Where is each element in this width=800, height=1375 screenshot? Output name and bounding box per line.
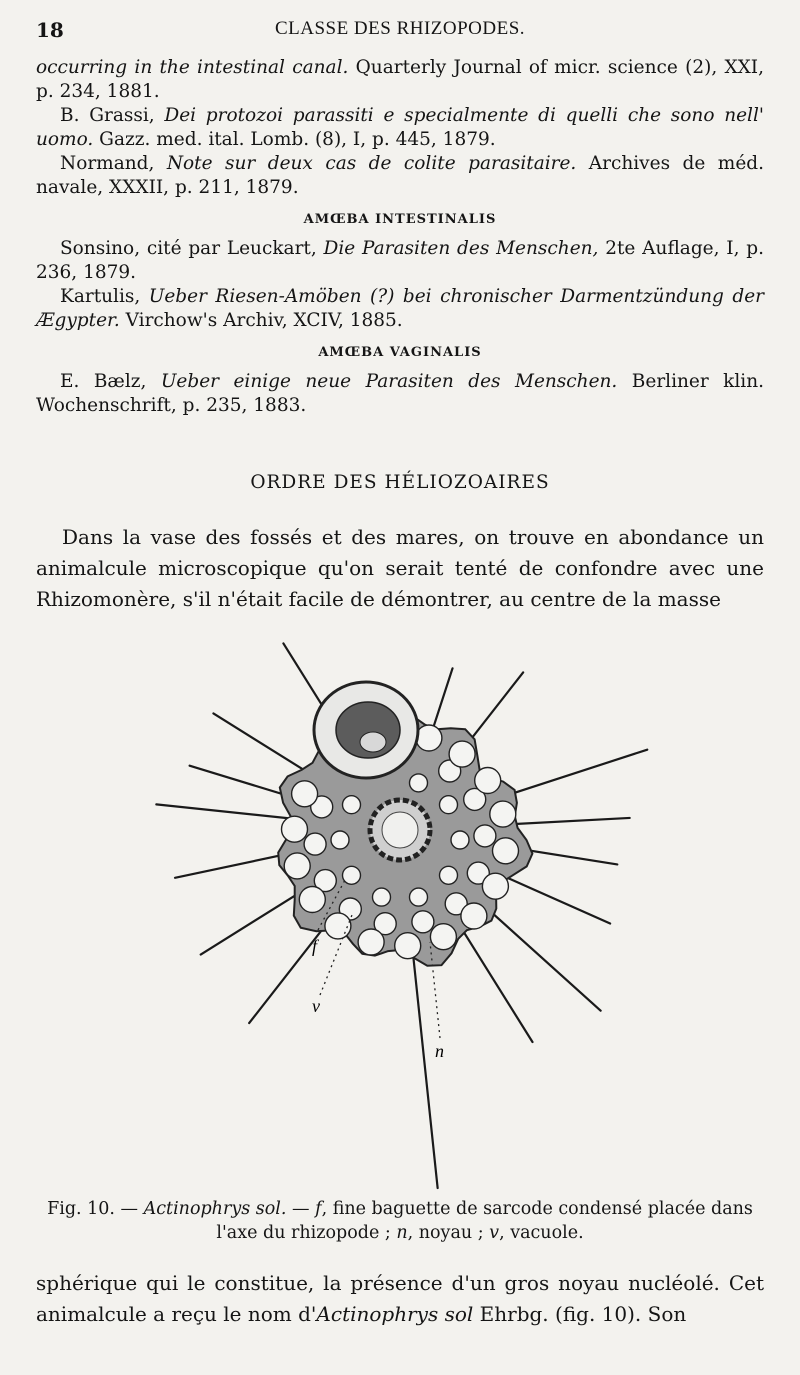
reference-author: Kartulis, <box>60 286 149 307</box>
species-subheading: AMŒBA VAGINALIS <box>318 345 482 360</box>
reference-entry <box>36 237 764 285</box>
species-subheading: AMŒBA INTESTINALIS <box>303 212 497 227</box>
vacuole <box>343 866 361 884</box>
vacuole <box>304 833 326 855</box>
caption-text: , noyau ; <box>407 1223 490 1243</box>
reference-title: Dei protozoi parassiti e specialmente di quelli che sono nell' uomo. <box>36 105 764 150</box>
vacuole <box>440 796 458 814</box>
reference-entry <box>36 285 764 333</box>
caption-species: Actinophrys sol. <box>143 1199 287 1219</box>
caption-separator: — <box>286 1199 316 1219</box>
reference-source: Quarterly Journal of micr. science (2), XXI, p. 234, 1881. <box>36 57 764 102</box>
vacuole <box>430 924 456 950</box>
vacuole <box>449 741 475 767</box>
running-title: CLASSE DES RHIZOPODES. <box>274 18 526 39</box>
vacuole <box>410 774 428 792</box>
vacuole <box>482 873 508 899</box>
reference-author: Normand, <box>60 153 167 174</box>
reference-source: Berliner klin. Wochenschrift, p. 235, 1883. <box>36 371 765 416</box>
caption-text: , vacuole. <box>499 1223 584 1243</box>
reference-title: Ueber Riesen-Amöben (?) bei chronischer Darmentzündung der Ægypter. <box>36 286 764 331</box>
body-paragraph <box>36 522 764 615</box>
reference-entry <box>36 104 764 152</box>
caption-text: , fine baguette de sarcode condensé placée dans l'axe du rhizopode ; <box>216 1199 753 1243</box>
nucleolus <box>382 812 418 848</box>
reference-entry <box>36 152 764 200</box>
reference-entry <box>36 370 764 418</box>
vacuole <box>416 725 442 751</box>
bibliography <box>36 56 764 418</box>
vacuole <box>282 816 308 842</box>
reference-entry <box>36 56 764 104</box>
section-heading: ORDRE DES HÉLIOZOAIRES <box>250 472 550 493</box>
reference-title: Die Parasiten des Menschen, <box>323 238 599 259</box>
body-paragraph <box>36 1268 764 1330</box>
vacuole <box>358 929 384 955</box>
food-particle <box>360 732 386 752</box>
actinophrys-illustration <box>90 630 730 1200</box>
vacuole <box>490 801 516 827</box>
vacuole <box>474 825 496 847</box>
vacuole <box>373 888 391 906</box>
vacuole <box>461 903 487 929</box>
page-number: 18 <box>36 18 64 42</box>
vacuole <box>299 887 325 913</box>
paragraph-segment: Ehrbg. (fig. 10). Son <box>473 1302 687 1326</box>
vacuole <box>284 853 310 879</box>
vacuole <box>395 933 421 959</box>
reference-author: B. Grassi, <box>60 105 165 126</box>
vacuole <box>475 768 501 794</box>
figure-actinophrys-sol <box>90 630 730 1200</box>
label-f: f <box>312 936 318 956</box>
species-name: Actinophrys sol <box>316 1302 474 1326</box>
reference-author: Sonsino, cité par Leuckart, <box>60 238 324 259</box>
reference-title: Ueber einige neue Parasiten des Menschen. <box>160 371 618 392</box>
label-n: n <box>435 1041 444 1061</box>
label-v: v <box>312 996 320 1016</box>
reference-source: Virchow's Archiv, XCIV, 1885. <box>119 310 403 331</box>
vacuole <box>412 911 434 933</box>
paragraph-segment: sphérique qui le constitue, la présence d'un gros noyau nucléolé. Cet animalcule a reçu le nom d' <box>36 1271 764 1326</box>
caption-key-f: f <box>315 1199 322 1219</box>
vacuole <box>451 831 469 849</box>
reference-source: 2te Auflage, I, p. 236, 1879. <box>36 238 764 283</box>
reference-source: Gazz. med. ital. Lomb. (8), I, p. 445, 1879. <box>93 129 496 150</box>
reference-title: Note sur deux cas de colite parasitaire. <box>166 153 577 174</box>
page-header <box>36 18 764 48</box>
vacuole <box>331 831 349 849</box>
vacuole <box>325 913 351 939</box>
caption-key-n: n <box>396 1223 408 1243</box>
figure-caption <box>36 1197 764 1245</box>
paragraph-text <box>36 1268 764 1330</box>
reference-author: E. Bælz, <box>60 371 161 392</box>
vacuole <box>440 866 458 884</box>
vacuole <box>410 888 428 906</box>
figure-number: Fig. 10. — <box>47 1199 144 1219</box>
paragraph-text: Dans la vase des fossés et des mares, on trouve en abondance un animalcule microscopique qu'on serait tenté de confondre avec une Rhizomonère, s'il n'était facile de démontrer, au centre de la masse <box>36 525 764 611</box>
vacuole <box>343 796 361 814</box>
vacuole <box>493 838 519 864</box>
caption-key-v: v <box>489 1223 500 1243</box>
reference-title: occurring in the intestinal canal. <box>36 57 349 78</box>
vacuole <box>292 781 318 807</box>
reference-source: Archives de méd. navale, XXXII, p. 211, 1879. <box>36 153 765 198</box>
